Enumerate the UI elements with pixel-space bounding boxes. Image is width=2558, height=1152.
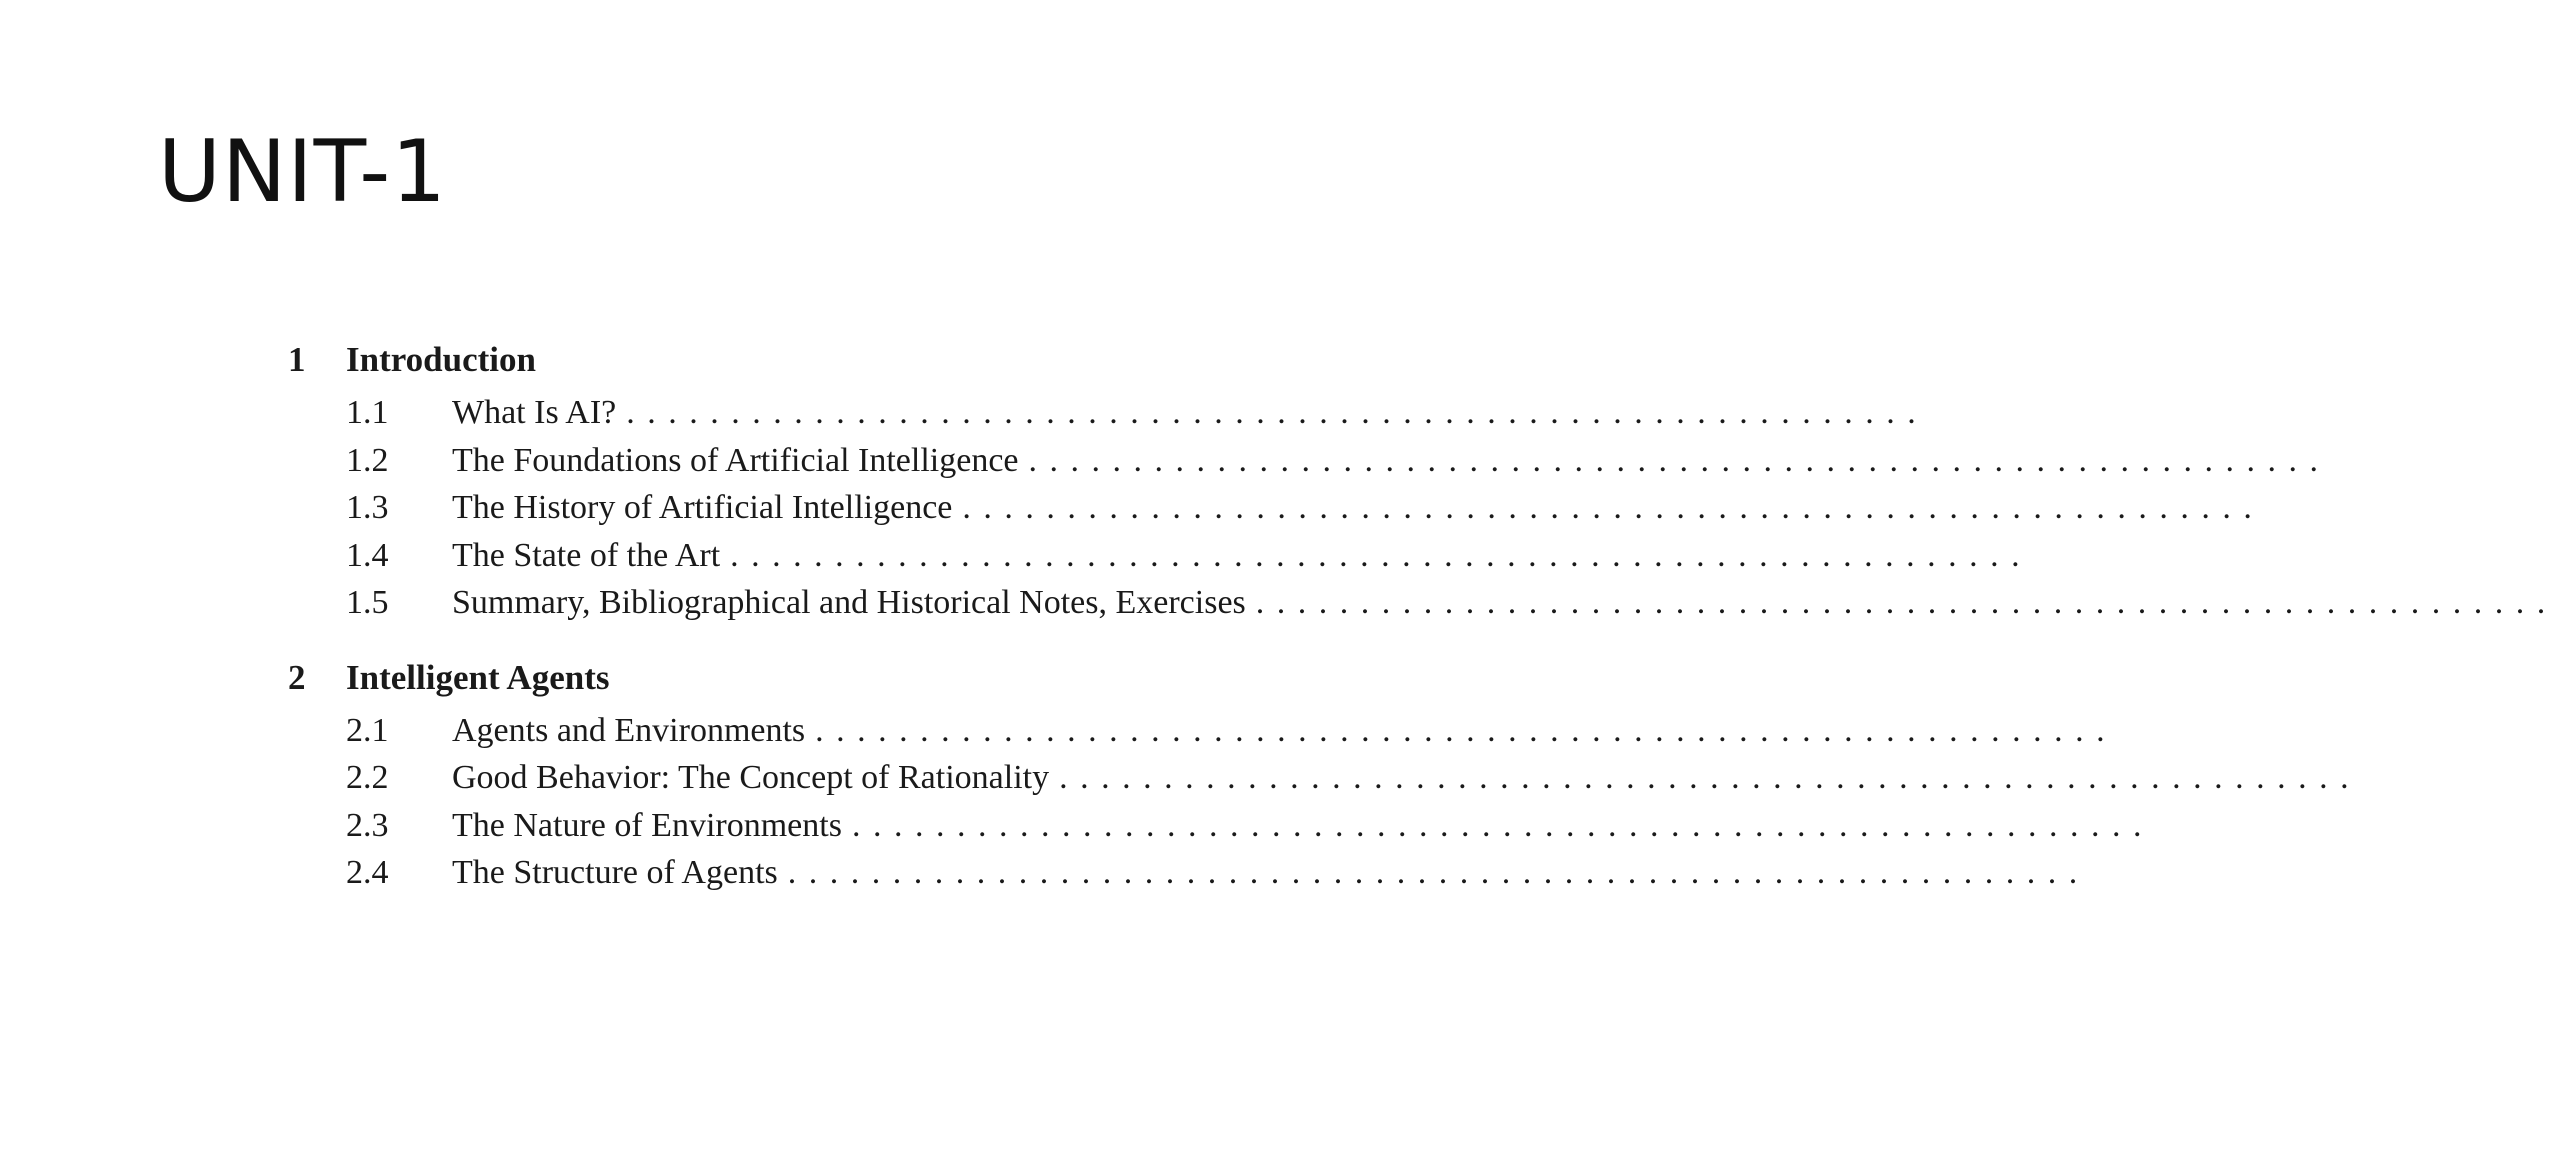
chapter-number: 1 — [288, 340, 306, 379]
section-number: 2.1 — [346, 711, 389, 749]
section-title: The Structure of Agents — [452, 854, 778, 891]
chapter-title: Introduction — [346, 340, 536, 379]
toc-section — [288, 394, 1929, 442]
section-number: 2.3 — [346, 806, 389, 844]
toc-section — [288, 536, 2033, 585]
toc-section — [288, 854, 2090, 902]
section-title: The Nature of Environments — [452, 806, 842, 844]
section-number: 2.4 — [346, 854, 389, 891]
dot-leader: .............................................................. — [626, 394, 1929, 431]
toc-section — [288, 584, 2558, 632]
dot-leader: .............................................................. — [1255, 584, 2558, 621]
toc-section — [288, 711, 2118, 760]
section-title: The Foundations of Artificial Intelligence — [452, 441, 1019, 479]
toc-chapter-1 — [288, 340, 2558, 632]
chapter-number: 2 — [288, 657, 306, 697]
toc-section — [288, 441, 2331, 490]
dot-leader: .............................................................. — [851, 806, 2154, 844]
dot-leader: .............................................................. — [787, 854, 2090, 891]
section-title: The History of Artificial Intelligence — [452, 489, 953, 526]
section-title: What Is AI? — [452, 394, 617, 431]
section-number: 1.5 — [346, 584, 389, 621]
chapter-heading — [288, 340, 1368, 394]
section-number: 1.2 — [346, 441, 389, 479]
section-number: 1.4 — [346, 536, 389, 574]
dot-leader: .............................................................. — [815, 711, 2118, 749]
section-title: Agents and Environments — [452, 711, 806, 749]
slide-title: UNIT-1 — [158, 122, 448, 222]
chapter-heading — [288, 658, 1368, 712]
dot-leader: .............................................................. — [962, 489, 2265, 526]
dot-leader: .............................................................. — [730, 536, 2033, 574]
table-of-contents — [288, 340, 2558, 928]
section-title: The State of the Art — [452, 536, 721, 574]
toc-section — [288, 759, 2362, 807]
dot-leader: .............................................................. — [1059, 759, 2362, 796]
section-number: 1.1 — [346, 394, 389, 431]
section-number: 1.3 — [346, 489, 389, 526]
chapter-title: Intelligent Agents — [346, 657, 610, 697]
toc-section — [288, 489, 2265, 537]
section-title: Good Behavior: The Concept of Rationality — [452, 759, 1050, 796]
toc-chapter-2 — [288, 657, 2362, 902]
section-number: 2.2 — [346, 759, 389, 796]
dot-leader: .............................................................. — [1028, 441, 2331, 479]
section-title: Summary, Bibliographical and Historical Notes, Exercises — [452, 584, 1246, 621]
toc-section — [288, 806, 2154, 855]
